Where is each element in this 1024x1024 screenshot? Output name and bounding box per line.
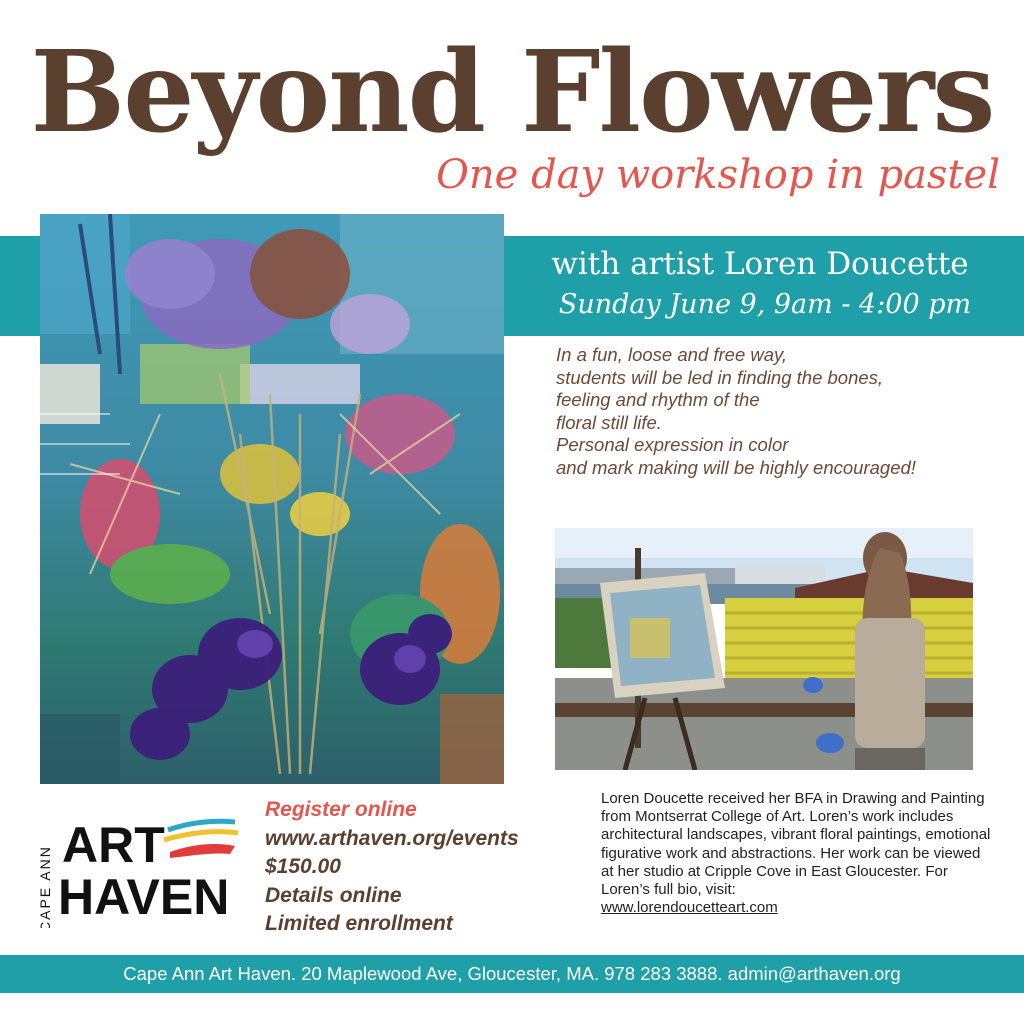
description-line: feeling and rhythm of the [556, 389, 760, 410]
floral-painting-image [40, 214, 504, 784]
enrollment-text: Limited enrollment [265, 912, 453, 935]
artist-bio [601, 790, 996, 917]
logo-brushstroke-red-icon [170, 844, 235, 858]
price: $150.00 [265, 855, 341, 878]
description-line: and mark making will be highly encouraged! [556, 456, 916, 478]
logo-vertical-text: CAPE ANN [37, 845, 53, 928]
registration-info [265, 796, 575, 939]
logo-brushstroke-blue-icon [168, 821, 235, 830]
page-subtitle: One day workshop in pastel [436, 152, 1000, 198]
description-line: floral still life. [556, 411, 662, 433]
registration-url[interactable]: www.arthaven.org/events [265, 826, 519, 850]
logo-brushstroke-yellow-icon [164, 832, 238, 840]
workshop-description [556, 344, 1016, 479]
description-line: In a fun, loose and free way, [556, 344, 788, 365]
logo-line-haven: HAVEN [58, 869, 230, 925]
footer-contact: Cape Ann Art Haven. 20 Maplewood Ave, Gloucester, MA. 978 283 3888. admin@arthaven.org [0, 955, 1024, 993]
artist-photo [555, 528, 973, 770]
bio-text: Loren Doucette received her BFA in Drawing and Painting from Montserrat College of Art. Loren’s work includes architectural landscapes, vibrant floral paintings, emotional figurative work and abstractions. Her work can be viewed at her studio at Cripple Cove in East Gloucester. For Loren’s full bio, visit: [601, 790, 991, 899]
register-online-text: Register online [265, 798, 417, 821]
date-line: Sunday June 9, 9am - 4:00 pm [558, 289, 972, 320]
details-text: Details online [265, 883, 402, 907]
description-line: students will be led in finding the bones, [556, 366, 884, 388]
bio-link[interactable]: www.lorendoucetteart.com [601, 899, 778, 917]
page-title: Beyond Flowers [30, 27, 994, 158]
description-line: Personal expression in color [556, 434, 789, 455]
cape-ann-art-haven-logo [30, 808, 260, 928]
artist-line: with artist Loren Doucette [551, 246, 969, 282]
logo-line-art: ART [62, 817, 165, 873]
